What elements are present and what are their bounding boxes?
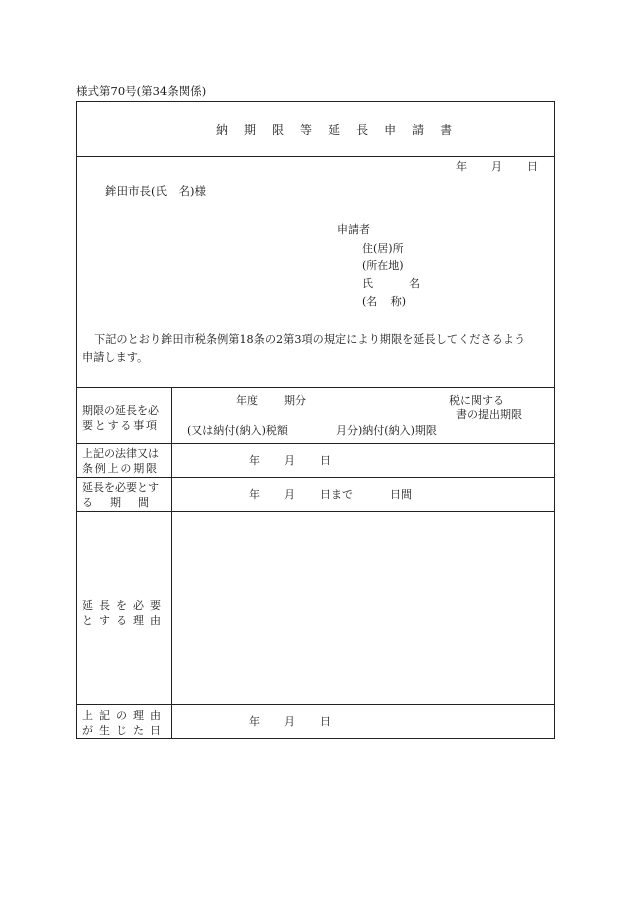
reason-date-year-field[interactable]: 年 <box>249 715 260 728</box>
row-label-line: とする理由 <box>82 614 167 627</box>
title-char: 納 <box>216 123 229 137</box>
divider <box>76 704 555 705</box>
row-label-reason-date <box>82 708 167 738</box>
date-year-field[interactable]: 年 <box>456 160 467 173</box>
legal-deadline-year-field[interactable]: 年 <box>249 454 260 467</box>
legal-deadline-month-field[interactable]: 月 <box>284 454 295 467</box>
corp-name-char: (名 <box>362 295 378 308</box>
title-char: 等 <box>300 123 313 137</box>
applicant-corp-name-field[interactable] <box>362 296 406 307</box>
row-label-line: が生じた日 <box>82 724 167 737</box>
extension-until-field[interactable]: 日まで <box>320 488 353 501</box>
reason-date-month-field[interactable]: 月 <box>284 715 295 728</box>
title-char: 書 <box>440 123 453 137</box>
row-label-line: 上記の理由 <box>82 709 167 722</box>
date-month-field[interactable]: 月 <box>491 160 502 173</box>
row-label-line: 延長を必要とす <box>82 481 159 494</box>
row-label-line: 期限の延長を必 <box>82 404 159 417</box>
divider <box>76 477 555 478</box>
divider <box>76 387 555 388</box>
extension-days-field[interactable]: 日間 <box>390 488 412 501</box>
row-label-line: る 期 間 <box>82 496 152 509</box>
title-char: 申 <box>384 123 397 137</box>
name-char: 氏 <box>362 277 373 290</box>
extension-reason-textarea[interactable] <box>172 512 555 704</box>
title-char: 限 <box>272 123 285 137</box>
submission-deadline-label: 書の提出期限 <box>456 408 522 421</box>
corp-name-char: 称) <box>390 295 406 308</box>
request-statement-line2: 申請します。 <box>82 351 149 364</box>
row-label-extension-period <box>82 480 159 510</box>
legal-deadline-day-field[interactable]: 日 <box>320 454 331 467</box>
reason-date-day-field[interactable]: 日 <box>320 715 331 728</box>
extension-month-field[interactable]: 月 <box>284 488 295 501</box>
row-label-line: 要とする事項 <box>82 419 159 432</box>
tax-amount-field[interactable]: (又は納付(納入)税額 <box>187 424 288 437</box>
fiscal-year-field[interactable]: 年度 <box>236 394 258 407</box>
period-field[interactable]: 期分 <box>284 394 306 407</box>
name-char: 名 <box>409 277 420 290</box>
title-char: 期 <box>244 123 257 137</box>
row-label-line: 延長を必要 <box>82 599 167 612</box>
extension-year-field[interactable]: 年 <box>249 488 260 501</box>
title-char: 請 <box>412 123 425 137</box>
title-char: 延 <box>328 123 341 137</box>
applicant-name-field[interactable] <box>362 278 420 289</box>
divider <box>76 443 555 444</box>
row-label-extension-reason <box>82 598 167 628</box>
applicant-label: 申請者 <box>337 223 370 236</box>
row-label-line: 上記の法律又は <box>82 447 159 460</box>
addressee: 鉾田市長(氏 名)様 <box>105 184 206 198</box>
divider <box>76 156 555 157</box>
row-label-legal-deadline <box>82 446 159 476</box>
payment-deadline-field[interactable]: 月分)納付(納入)期限 <box>336 424 437 437</box>
row-label-line: 条例上の期限 <box>82 462 159 475</box>
applicant-location-field[interactable]: (所在地) <box>362 259 404 272</box>
date-day-field[interactable]: 日 <box>527 160 538 173</box>
tax-related-label: 税に関する <box>449 394 504 407</box>
form-title <box>216 124 452 136</box>
applicant-address-field[interactable]: 住(居)所 <box>362 242 404 255</box>
row-label-extension-matter <box>82 403 159 433</box>
form-number-label: 様式第70号(第34条関係) <box>76 84 207 98</box>
title-char: 長 <box>356 123 369 137</box>
request-statement-line1: 下記のとおり鉾田市税条例第18条の2第3項の規定により期限を延長してくださるよう <box>94 333 526 346</box>
